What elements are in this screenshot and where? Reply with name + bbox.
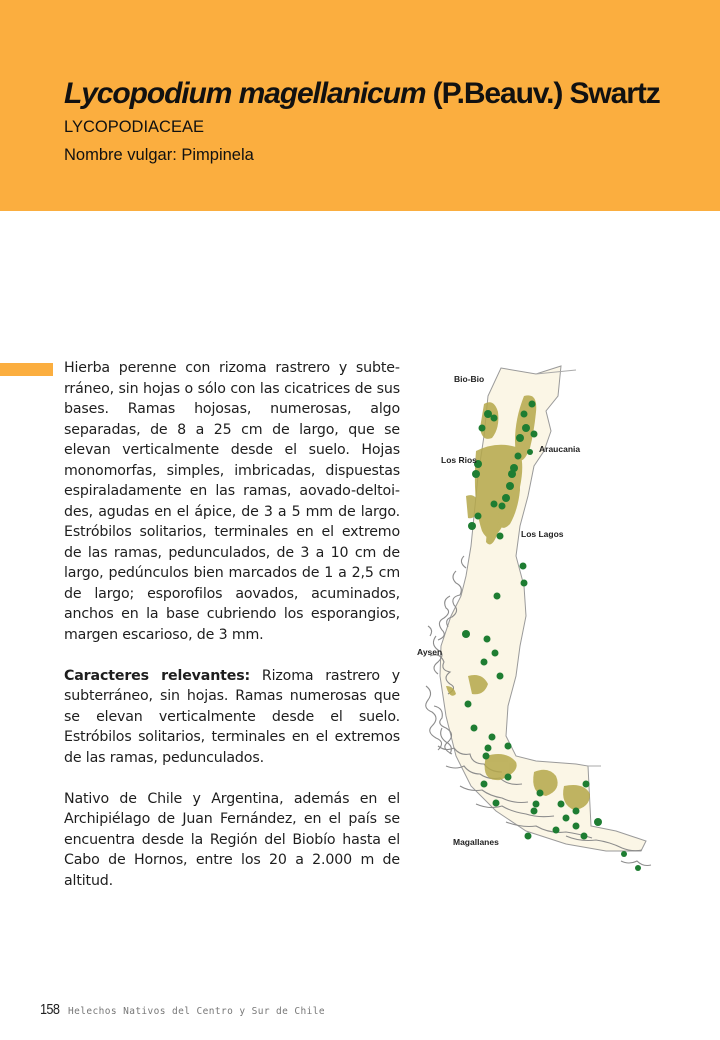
page-number: 158 xyxy=(40,1001,60,1018)
chile-map-icon xyxy=(416,356,716,886)
species-title xyxy=(64,74,660,114)
map-label-aysen: Aysen xyxy=(417,647,443,657)
book-title: Helechos Nativos del Centro y Sur de Chile xyxy=(68,1006,326,1017)
description-column xyxy=(64,358,400,912)
scientific-name: Lycopodium magellanicum xyxy=(64,77,426,110)
relevant-characters-label: Caracteres relevantes: xyxy=(64,667,251,684)
relevant-characters-paragraph xyxy=(64,666,400,769)
description-paragraph: Hierba perenne con rizoma rastrero y subterráneo, sin hojas o sólo con las cicatrices de sus bases. Ramas hojosas, numerosas, algo separadas, de 8 a 25 cm de largo, que se elevan verticalmente desde el suelo. Hojas monomorfas, simples, imbricadas, dispuestas espiraladamente en las ramas, aovado-deltoides, agudas en el ápice, de 3 a 5 mm de largo. Estróbilos solitarios, terminales en el extremo de las ramas, pedunculados, de 3 a 10 cm de largo, pedúnculos bien marcados de 1 a 2,5 cm de largo; esporofilos aovados, acuminados, anchos en la base cubriendo los esporangios, margen escarioso, de 3 mm. xyxy=(64,360,400,643)
family-name: LYCOPODIACEAE xyxy=(64,118,204,136)
relevant-characters-text: Rizoma rastrero y subterráneo, sin hojas. Ramas numerosas que se elevan verticalmente desde el suelo. Estróbilos solitarios, terminales en el extremos de las ramas, pedunculados. xyxy=(64,667,401,766)
page-footer xyxy=(40,1001,325,1018)
distribution-map xyxy=(416,356,716,886)
common-name: Nombre vulgar: Pimpinela xyxy=(64,146,254,164)
species-author: (P.Beauv.) Swartz xyxy=(425,77,660,110)
section-accent-bar xyxy=(0,363,53,376)
map-label-magallanes: Magallanes xyxy=(453,837,499,847)
map-label-araucania: Araucania xyxy=(539,444,581,454)
distribution-paragraph: Nativo de Chile y Argentina, además en el Archipiélago de Juan Fernández, en el país se encuentra desde la Región del Biobío hasta el Cabo de Hornos, entre los 20 a 2.000 m de altitud. xyxy=(64,790,400,889)
map-label-los-rios: Los Rios xyxy=(441,455,477,465)
map-label-los-lagos: Los Lagos xyxy=(521,529,564,539)
map-label-bio-bio: Bio-Bio xyxy=(454,374,485,384)
